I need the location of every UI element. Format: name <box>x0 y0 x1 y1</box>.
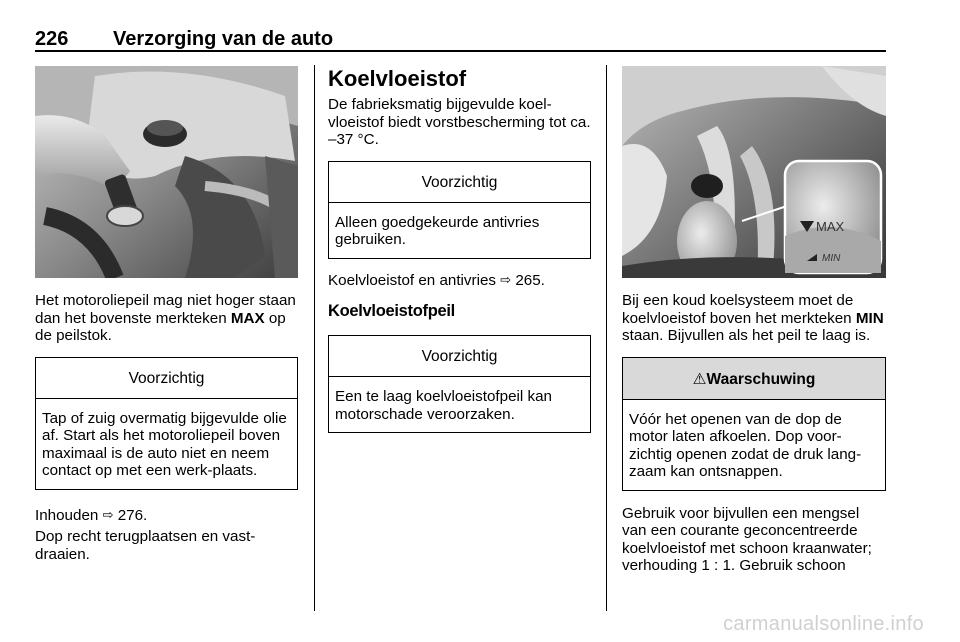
column-divider-2 <box>606 65 607 611</box>
column-2 <box>328 66 591 433</box>
subsection-title: Koelvloeistofpeil <box>328 302 455 320</box>
min-mark-label: MIN <box>855 309 884 327</box>
column-divider-1 <box>314 65 315 611</box>
coolant-level-text-a: Bij een koud koelsysteem moet de koelvloeistof boven het merkteken <box>622 292 856 327</box>
min-mark: MIN <box>822 253 841 264</box>
warning-triangle-icon: ⚠ <box>692 370 707 388</box>
warning-body: Vóór het openen van de dop de motor laten afkoelen. Dop voor-zichtig openen zodat de druk lang-zaam kan ontsnappen. <box>629 410 862 480</box>
max-mark: MAX <box>816 219 845 234</box>
antifreeze-ref-page: 265. <box>511 271 545 289</box>
caution-body: Een te laag koelvloeistofpeil kan motorschade veroorzaken. <box>335 388 552 423</box>
antifreeze-ref-text: Koelvloeistof en antivries <box>328 271 501 289</box>
caution-box-oil <box>35 357 298 490</box>
max-mark-label: MAX <box>230 309 265 327</box>
column-1 <box>35 66 298 563</box>
coolant-level-text <box>622 292 886 345</box>
page-title: Verzorging van de auto <box>113 28 334 50</box>
page-ref-arrow-icon: ⇨ <box>500 271 512 287</box>
caution-box-coolant-level <box>328 335 591 433</box>
caution-box-antifreeze <box>328 161 591 259</box>
coolant-intro: De fabrieksmatig bijgevulde koel-vloeistof biedt vorstbescherming tot ca. –37 °C. <box>328 96 591 148</box>
coolant-reservoir-photo <box>622 66 886 278</box>
header-rule <box>35 50 886 52</box>
caution-body: Alleen goedgekeurde antivries gebruiken. <box>335 213 540 248</box>
warning-box <box>622 357 886 491</box>
engine-oil-filler-photo <box>35 66 298 278</box>
watermark: carmanualsonline.info <box>723 613 924 635</box>
page-header <box>35 28 885 52</box>
section-title: Koelvloeistof <box>328 66 467 91</box>
warning-heading <box>623 358 885 400</box>
oil-level-text-a: Het motoroliepeil mag niet hoger staan dan het bovenste merkteken <box>35 292 296 327</box>
capacities-ref <box>35 506 298 525</box>
capacities-ref-page: 276. <box>113 506 148 524</box>
caution-body: Tap of zuig overmatig bijgevulde olie af. Start als het motoroliepeil boven maximaal is de auto niet en neem contact op met een werk-plaats. <box>42 409 287 479</box>
caution-heading: Voorzichtig <box>36 358 297 399</box>
warning-heading-text: Waarschuwing <box>706 370 816 388</box>
refill-mixture-text: Gebruik voor bijvullen een mengsel van een courante geconcentreerde koelvloeistof met schoon kraanwater; verhouding 1 : 1. Gebruik schoon <box>622 504 872 574</box>
caution-heading: Voorzichtig <box>329 336 590 377</box>
oil-level-text <box>35 292 298 345</box>
oil-level-text-b: op de peilstok. <box>35 309 286 344</box>
capacities-ref-text: Inhouden <box>35 506 103 524</box>
cap-refit-text: Dop recht terugplaatsen en vast-draaien. <box>35 528 256 563</box>
antifreeze-ref <box>328 271 591 290</box>
page-ref-arrow-icon: ⇨ <box>102 506 114 522</box>
page-number: 226 <box>35 28 69 50</box>
column-3 <box>622 66 886 575</box>
coolant-level-text-b: staan. Bijvullen als het peil te laag is. <box>622 327 871 344</box>
caution-heading: Voorzichtig <box>329 162 590 203</box>
